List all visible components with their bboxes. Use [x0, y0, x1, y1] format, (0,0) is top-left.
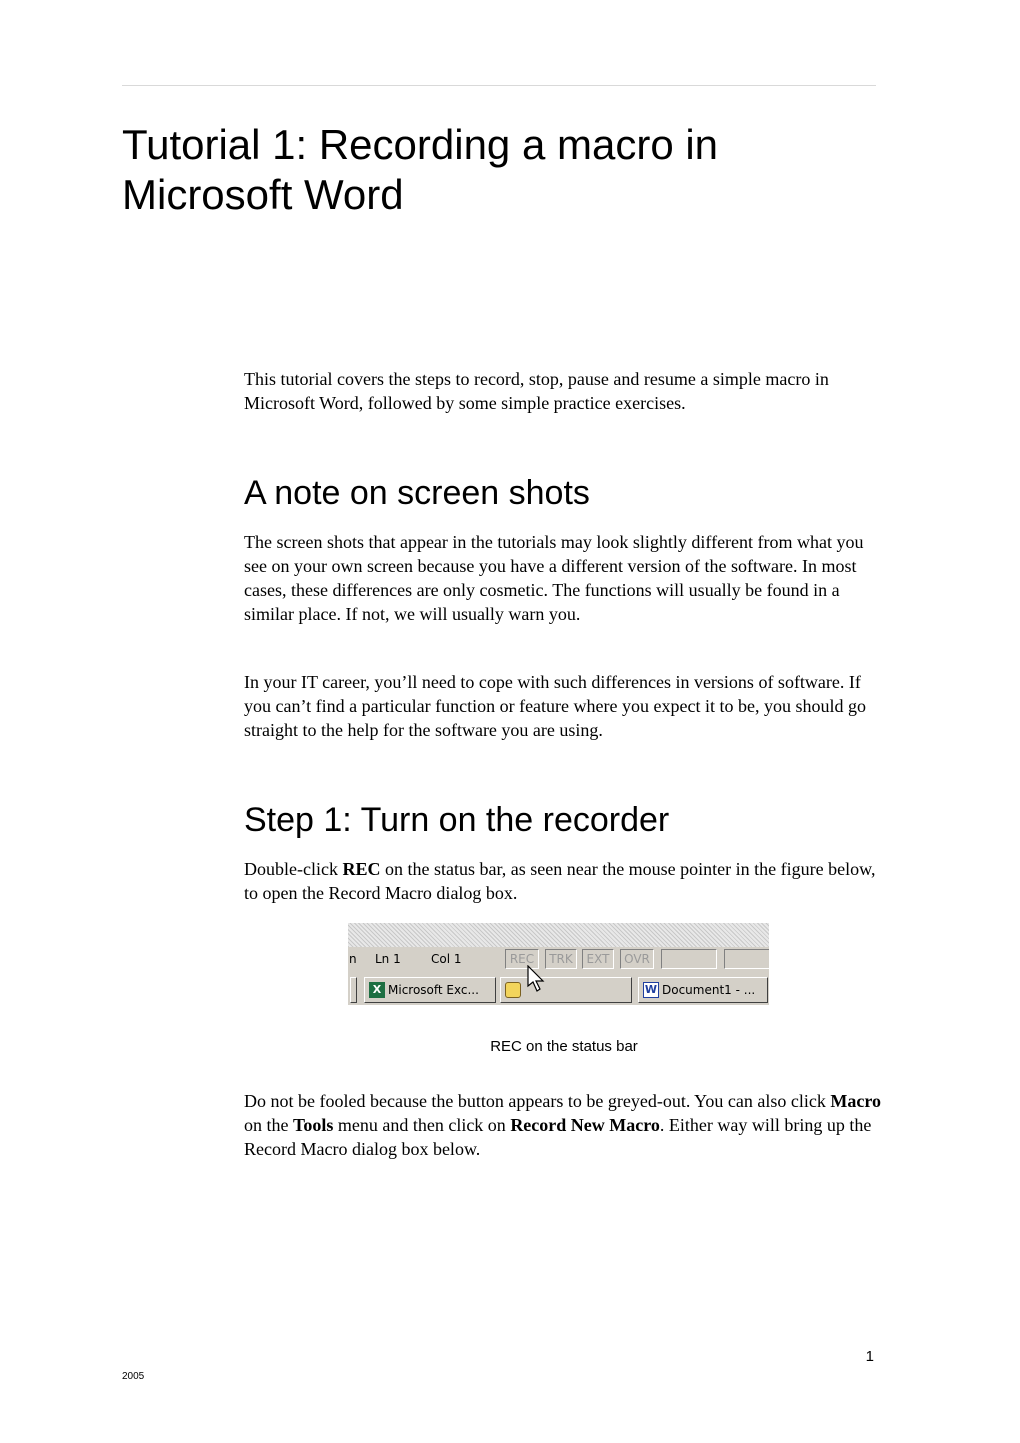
word-icon: W	[644, 982, 658, 996]
rec-indicator[interactable]: REC	[505, 949, 539, 969]
section-heading-step1: Step 1: Turn on the recorder	[244, 801, 670, 839]
ext-indicator[interactable]: EXT	[582, 949, 614, 969]
trk-indicator[interactable]: TRK	[545, 949, 577, 969]
taskbar-word-label: Document1 - ...	[662, 983, 756, 997]
taskbar-excel-label: Microsoft Exc...	[388, 983, 479, 997]
taskbar-excel-button[interactable]	[364, 977, 496, 1003]
figure-caption: REC on the status bar	[490, 1038, 638, 1055]
step1-p2-text-c: menu and then click on	[333, 1115, 511, 1135]
section-heading-screenshots: A note on screen shots	[244, 474, 590, 512]
screenshots-paragraph-1: The screen shots that appear in the tutorials may look slightly different from what you see on your own screen because you have a different version of the software. In most cases, these differences are only cosmetic. The functions will usually be found in a similar place. If not, we will usually warn you.	[244, 532, 864, 624]
status-empty-box-1	[661, 949, 717, 969]
screenshot-hatch-area	[348, 923, 769, 947]
word-status-bar	[348, 947, 769, 971]
step1-p2-text-a: Do not be fooled because the button appears to be greyed-out. You can also click	[244, 1091, 831, 1111]
tools-keyword: Tools	[293, 1115, 334, 1135]
status-empty-box-2	[724, 949, 769, 969]
ovr-indicator[interactable]: OVR	[620, 949, 654, 969]
magnifier-icon	[505, 982, 521, 998]
header-rule	[122, 85, 876, 86]
step1-p1-text-a: Double-click	[244, 859, 343, 879]
step1-paragraph-2	[244, 1089, 884, 1161]
excel-icon: X	[369, 982, 385, 998]
step1-p2-text-b: on the	[244, 1115, 293, 1135]
mouse-pointer-icon	[526, 965, 546, 995]
status-line: Ln 1	[375, 952, 401, 966]
step1-p2-text-d: . Either way will bring up the Record Macro dialog box below.	[244, 1115, 872, 1159]
taskbar-search-button[interactable]	[500, 977, 632, 1003]
footer-year: 2005	[122, 1371, 145, 1382]
macro-keyword: Macro	[830, 1091, 881, 1111]
rec-keyword: REC	[342, 859, 381, 879]
page-title: Tutorial 1: Recording a macro in Microsoft Word	[122, 121, 719, 218]
step1-p1-text-b: on the status bar, as seen near the mouse pointer in the figure below, to open the Record Macro dialog box.	[244, 859, 876, 903]
intro-paragraph: This tutorial covers the steps to record, stop, pause and resume a simple macro in Microsoft Word, followed by some simple practice exercises.	[244, 369, 829, 413]
status-text-left: n	[349, 952, 357, 966]
taskbar	[348, 975, 769, 1005]
step1-paragraph-1	[244, 857, 884, 905]
page-number: 1	[865, 1348, 874, 1365]
screenshots-paragraph-2: In your IT career, you’ll need to cope with such differences in versions of software. If you can’t find a particular function or feature where you expect it to be, you should go straight to the help for the software you are using.	[244, 672, 866, 740]
taskbar-edge-button[interactable]	[350, 977, 357, 1003]
record-new-macro-keyword: Record New Macro	[510, 1115, 660, 1135]
status-bar-screenshot	[348, 923, 769, 1005]
taskbar-word-button[interactable]	[638, 977, 768, 1003]
status-column: Col 1	[431, 952, 462, 966]
